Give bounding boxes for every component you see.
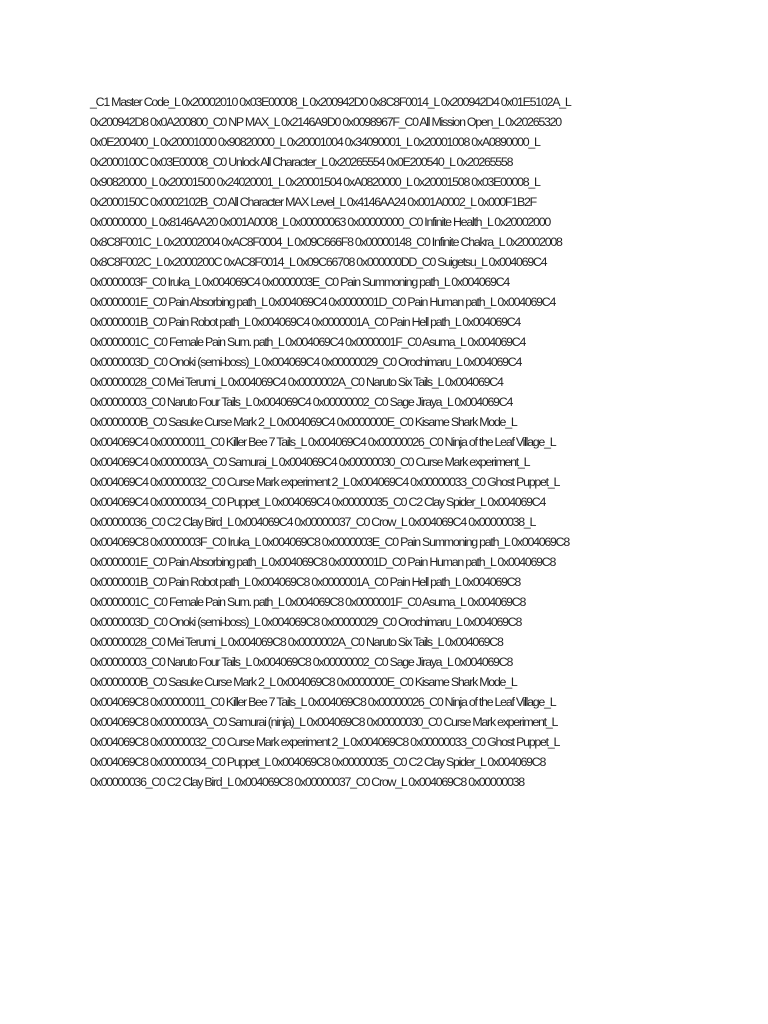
text-line: 0x2000100C 0x03E00008_C0 Unlock All Character_L 0x20265554 0x0E200540_L 0x20265558 xyxy=(90,155,513,169)
text-line: 0x004069C8 0x00000032_C0 Curse Mark experiment 2_L 0x004069C8 0x00000033_C0 Ghost Puppet_L xyxy=(90,735,560,749)
text-line: 0x0000001C_C0 Female Pain Sum. path_L 0x004069C8 0x0000001F_C0 Asuma_L 0x004069C8 xyxy=(90,595,526,609)
text-line: 0x0000003F_C0 Iruka_L 0x004069C4 0x0000003E_C0 Pain Summoning path_L 0x004069C4 xyxy=(90,275,510,289)
text-line: 0x004069C4 0x00000032_C0 Curse Mark experiment 2_L 0x004069C4 0x00000033_C0 Ghost Puppet_L xyxy=(90,475,560,489)
cheat-code-text-block xyxy=(90,92,690,792)
text-line: 0x0000000B_C0 Sasuke Curse Mark 2_L 0x004069C4 0x0000000E_C0 Kisame Shark Mode_L xyxy=(90,415,517,429)
text-line: 0x8C8F001C_L 0x20002004 0xAC8F0004_L 0x09C666F8 0x00000148_C0 Infinite Chakra_L 0x20002008 xyxy=(90,235,562,249)
text-line: 0x004069C4 0x00000011_C0 Killer Bee 7 Tails_L 0x004069C4 0x00000026_C0 Ninja of the Leaf Village_L xyxy=(90,435,556,449)
text-line: 0x0000001C_C0 Female Pain Sum. path_L 0x004069C4 0x0000001F_C0 Asuma_L 0x004069C4 xyxy=(90,335,526,349)
text-line: 0x00000028_C0 Mei Terumi_L 0x004069C8 0x0000002A_C0 Naruto Six Tails_L 0x004069C8 xyxy=(90,635,503,649)
text-line: 0x004069C8 0x00000011_C0 Killer Bee 7 Tails_L 0x004069C8 0x00000026_C0 Ninja of the Leaf Village_L xyxy=(90,695,556,709)
text-line: 0x2000150C 0x0002102B_C0 All Character MAX Level_L 0x4146AA24 0x001A0002_L 0x000F1B2F xyxy=(90,195,536,209)
text-line: 0x00000000_L 0x8146AA20 0x001A0008_L 0x00000063 0x00000000_C0 Infinite Health_L 0x20002000 xyxy=(90,215,551,229)
text-line: 0x00000036_C0 C2 Clay Bird_L 0x004069C8 0x00000037_C0 Crow_L 0x004069C8 0x00000038 xyxy=(90,775,524,789)
text-line: 0x0000001E_C0 Pain Absorbing path_L 0x004069C4 0x0000001D_C0 Pain Human path_L 0x004069C4 xyxy=(90,295,556,309)
text-line: 0x0000003D_C0 Onoki (semi-boss)_L 0x004069C8 0x00000029_C0 Orochimaru_L 0x004069C8 xyxy=(90,615,522,629)
text-line: _C1 Master Code_L 0x20002010 0x03E00008_L 0x200942D0 0x8C8F0014_L 0x200942D4 0x01E5102A_L xyxy=(90,95,571,109)
text-line: 0x00000003_C0 Naruto Four Tails_L 0x004069C4 0x00000002_C0 Sage Jiraya_L 0x004069C4 xyxy=(90,395,513,409)
text-line: 0x004069C8 0x00000034_C0 Puppet_L 0x004069C8 0x00000035_C0 C2 Clay Spider_L 0x004069C8 xyxy=(90,755,546,769)
text-line: 0x0000001B_C0 Pain Robot path_L 0x004069C8 0x0000001A_C0 Pain Hell path_L 0x004069C8 xyxy=(90,575,521,589)
text-line: 0x200942D8 0x0A200800_C0 NP MAX_L 0x2146A9D0 0x0098967F_C0 All Mission Open_L 0x20265320 xyxy=(90,115,561,129)
text-line: 0x00000028_C0 Mei Terumi_L 0x004069C4 0x0000002A_C0 Naruto Six Tails_L 0x004069C4 xyxy=(90,375,503,389)
text-line: 0x0000001B_C0 Pain Robot path_L 0x004069C4 0x0000001A_C0 Pain Hell path_L 0x004069C4 xyxy=(90,315,521,329)
text-line: 0x00000036_C0 C2 Clay Bird_L 0x004069C4 0x00000037_C0 Crow_L 0x004069C4 0x00000038_L xyxy=(90,515,536,529)
text-line: 0x00000003_C0 Naruto Four Tails_L 0x004069C8 0x00000002_C0 Sage Jiraya_L 0x004069C8 xyxy=(90,655,513,669)
text-line: 0x004069C8 0x0000003F_C0 Iruka_L 0x004069C8 0x0000003E_C0 Pain Summoning path_L 0x004069C8 xyxy=(90,535,570,549)
text-line: 0x004069C4 0x00000034_C0 Puppet_L 0x004069C4 0x00000035_C0 C2 Clay Spider_L 0x004069C4 xyxy=(90,495,546,509)
text-line: 0x0000003D_C0 Onoki (semi-boss)_L 0x004069C4 0x00000029_C0 Orochimaru_L 0x004069C4 xyxy=(90,355,522,369)
text-line: 0x0E200400_L 0x20001000 0x90820000_L 0x20001004 0x34090001_L 0x20001008 0xA0890000_L xyxy=(90,135,540,149)
text-line: 0x004069C4 0x0000003A_C0 Samurai_L 0x004069C4 0x00000030_C0 Curse Mark experiment_L xyxy=(90,455,530,469)
text-line: 0x0000000B_C0 Sasuke Curse Mark 2_L 0x004069C8 0x0000000E_C0 Kisame Shark Mode_L xyxy=(90,675,517,689)
text-line: 0x0000001E_C0 Pain Absorbing path_L 0x004069C8 0x0000001D_C0 Pain Human path_L 0x004069C8 xyxy=(90,555,556,569)
text-line: 0x004069C8 0x0000003A_C0 Samurai (ninja)_L 0x004069C8 0x00000030_C0 Curse Mark experiment_L xyxy=(90,715,558,729)
text-line: 0x90820000_L 0x20001500 0x24020001_L 0x20001504 0xA0820000_L 0x20001508 0x03E00008_L xyxy=(90,175,540,189)
text-line: 0x8C8F002C_L 0x2000200C 0xAC8F0014_L 0x09C66708 0x000000DD_C0 Suigetsu_L 0x004069C4 xyxy=(90,255,547,269)
